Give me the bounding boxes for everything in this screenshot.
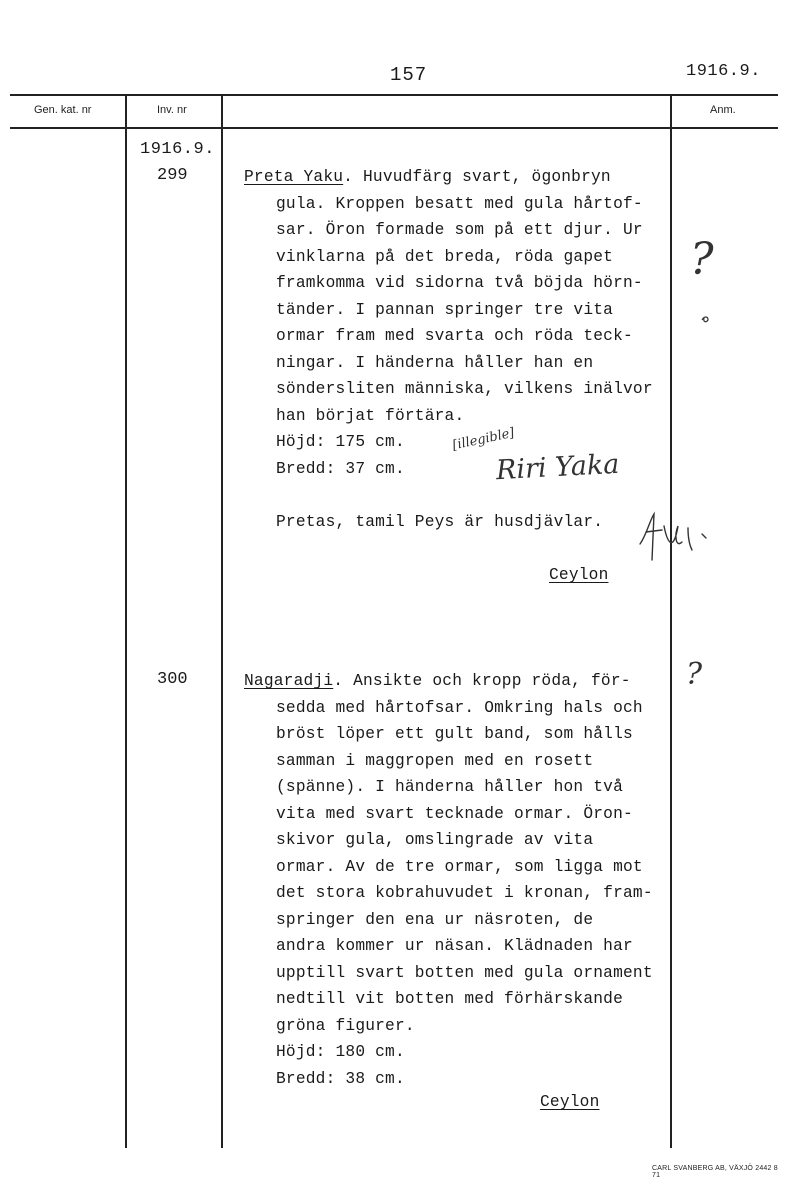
handwritten-signature — [634, 506, 714, 562]
entry-date: 1916.9. — [140, 140, 215, 159]
text-line: bröst löper ett gult band, som hålls — [276, 725, 633, 743]
printer-imprint: CARL SVANBERG AB, VÄXJÖ 2442 8 71 — [652, 1165, 778, 1179]
entry-300-title: Nagaradji — [244, 672, 334, 690]
entry-299-height: Höjd: 175 cm. — [276, 433, 405, 451]
text-line: skivor gula, omslingrade av vita — [276, 831, 594, 849]
entry-299-width: Bredd: 37 cm. — [276, 459, 405, 478]
entry-299-origin: Ceylon — [549, 566, 609, 584]
entry-300-first-line — [244, 668, 631, 695]
text-line: det stora kobrahuvudet i kronan, fram- — [276, 884, 653, 902]
text-line: vinklarna på det breda, röda gapet — [276, 247, 614, 266]
column-header-anm: Anm. — [710, 104, 736, 116]
entry-300-origin: Ceylon — [540, 1093, 600, 1111]
entry-300-body — [276, 695, 653, 1093]
entry-300-height: Höjd: 180 cm. — [276, 1043, 405, 1061]
text-line: vita med svart tecknade ormar. Öron- — [276, 804, 633, 823]
text-line: gula. Kroppen besatt med gula hårtof- — [276, 194, 643, 213]
text-line: framkomma vid sidorna två böjda hörn- — [276, 274, 643, 292]
text-line: gröna figurer. — [276, 1016, 415, 1035]
margin-tick-mark — [700, 312, 712, 326]
column-divider-3 — [670, 94, 672, 1148]
entry-299-note: Pretas, tamil Peys är husdjävlar. — [276, 513, 604, 531]
page-number: 157 — [390, 64, 428, 86]
entry-299-first-line-rest: . Huvudfärg svart, ögonbryn — [343, 168, 611, 186]
text-line: sar. Öron formade som på ett djur. Ur — [276, 221, 643, 239]
handwritten-question-mark: ? — [690, 234, 714, 285]
text-line: upptill svart botten med gula ornament — [276, 963, 653, 982]
entry-299-title: Preta Yaku — [244, 168, 344, 186]
inv-nr-300: 300 — [157, 670, 188, 689]
entry-299-first-line — [244, 164, 611, 191]
handwritten-question-mark-2: ? — [686, 657, 703, 692]
text-line: tänder. I pannan springer tre vita — [276, 300, 614, 319]
text-line: nedtill vit botten med förhärskande — [276, 990, 623, 1008]
text-line: han börjat förtära. — [276, 406, 465, 425]
text-line: andra kommer ur näsan. Klädnaden har — [276, 937, 633, 955]
column-header-gen-kat-nr: Gen. kat. nr — [34, 104, 92, 116]
text-line: samman i maggropen med en rosett — [276, 751, 594, 770]
entry-300-first-line-rest: . Ansikte och kropp röda, för- — [333, 672, 631, 690]
text-line: ningar. I händerna håller han en — [276, 353, 594, 372]
text-line: ormar. Av de tre ormar, som ligga mot — [276, 857, 643, 876]
inv-nr-299: 299 — [157, 166, 188, 185]
text-line: söndersliten människa, vilkens inälvor — [276, 380, 653, 398]
text-line: sedda med hårtofsar. Omkring hals och — [276, 698, 643, 717]
text-line: springer den ena ur näsroten, de — [276, 910, 594, 929]
entry-300-width: Bredd: 38 cm. — [276, 1069, 405, 1088]
handwritten-note-small: [illegible] — [451, 425, 516, 454]
column-divider-2 — [221, 94, 223, 1148]
text-line: (spänne). I händerna håller hon två — [276, 778, 623, 796]
column-header-inv-nr: Inv. nr — [157, 104, 187, 116]
column-divider-1 — [125, 94, 127, 1148]
text-line: ormar fram med svarta och röda teck- — [276, 327, 633, 345]
header-date: 1916.9. — [686, 62, 761, 81]
handwritten-name: Riri Yaka — [495, 448, 621, 487]
